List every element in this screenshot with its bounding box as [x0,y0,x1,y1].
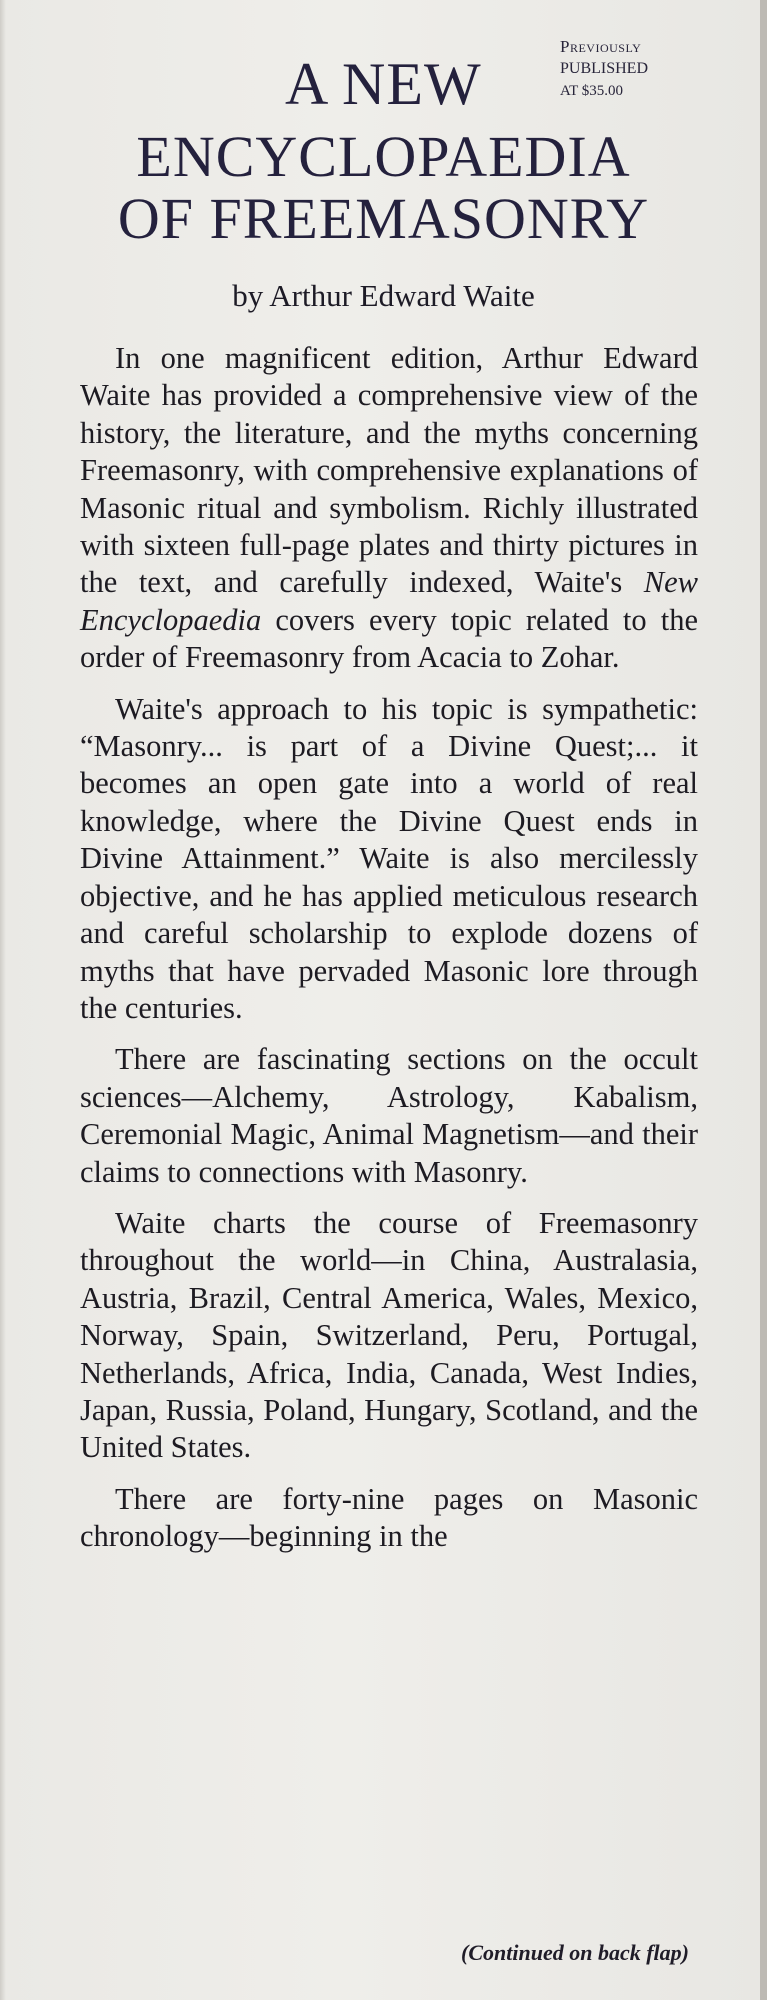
author-line: by Arthur Edward Waite [232,278,535,313]
title-line-3: OF FREEMASONRY [117,186,650,251]
paragraph-5: There are forty-nine pages on Masonic chronology—beginning in the [80,1481,698,1554]
price-note-line-1: Previously [560,37,642,56]
paragraph-1-part-b: covers every topic related to the order of Freemasonry from Acacia to Zohar. [80,602,698,675]
title-line-2: ENCYCLOPAEDIA [136,124,631,189]
flap-body-text [80,340,698,1570]
paragraph-3: There are fascinating sections on the occult sciences—Alchemy, Astrology, Kabalism, Ceremonial Magic, Animal Magnetism—and their claims to connections with Masonry. [80,1042,698,1189]
paragraph-2: Waite's approach to his topic is sympathetic: “Masonry... is part of a Divine Quest;... it becomes an open gate into a world of real knowledge, where the Divine Quest ends in Divine Attainment.” Waite is also mercilessly objective, and he has applied meticulous research and careful scholarship to explode dozens of myths that have pervaded Masonic lore through the centuries. [80,691,698,1025]
book-title-italic: New Encyclopaedia [80,565,698,637]
price-note-line-2: PUBLISHED [560,60,649,77]
paragraph-1 [80,340,698,677]
continued-note: (Continued on back flap) [461,1940,689,1965]
price-note [560,36,720,102]
title-line-1: A NEW [285,51,482,117]
paragraph-4: Waite charts the course of Freemasonry throughout the world—in China, Australasia, Austria, Brazil, Central America, Wales, Mexico, Norway, Spain, Switzerland, Peru, Portugal, Netherlands, Africa, India, Canada, West Indies, Japan, Russia, Poland, Hungary, Scotland, and the United States. [80,1205,698,1465]
price-note-line-3: AT $35.00 [560,83,624,99]
paragraph-1-part-a: In one magnificent edition, Arthur Edward Waite has provided a comprehensive view of the history, the literature, and the myths concerning Freemasonry, with comprehensive explanations of Masonic ritual and symbolism. Richly illustrated with sixteen full-page plates and thirty pictures in the text, and carefully indexed, Waite's [80,341,698,600]
